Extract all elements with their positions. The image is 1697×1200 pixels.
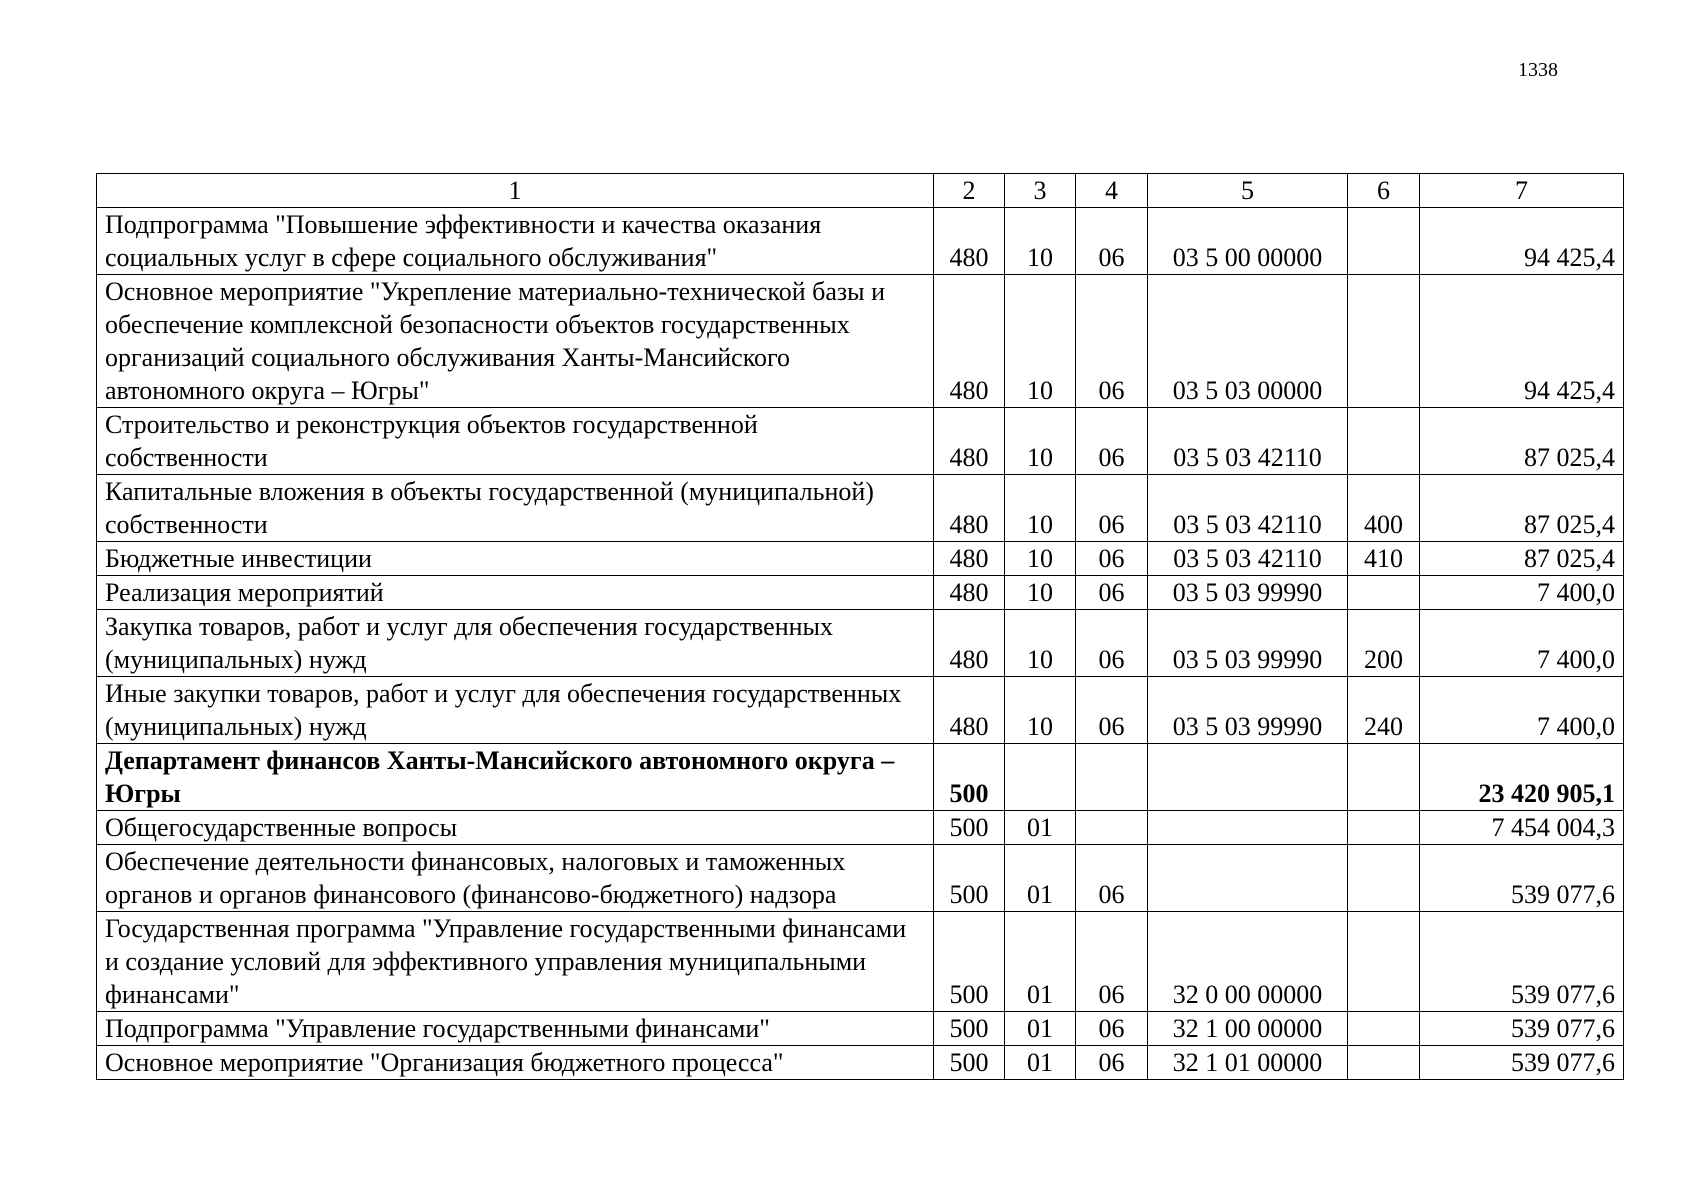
row-code-2-cell: 480	[934, 475, 1005, 542]
row-code-2-cell: 480	[934, 208, 1005, 275]
row-code-4-cell: 06	[1076, 845, 1148, 912]
row-code-5-cell: 03 5 00 00000	[1148, 208, 1348, 275]
row-amount-cell: 94 425,4	[1420, 275, 1624, 408]
header-col-3: 3	[1005, 174, 1076, 208]
row-code-3-cell: 10	[1005, 275, 1076, 408]
table-row	[97, 475, 1624, 542]
row-name-cell: Реализация мероприятий	[97, 576, 934, 610]
row-code-5-cell: 03 5 03 99990	[1148, 677, 1348, 744]
row-name-cell: Строительство и реконструкция объектов государственной собственности	[97, 408, 934, 475]
row-code-4-cell: 06	[1076, 542, 1148, 576]
table-row	[97, 811, 1624, 845]
row-amount-cell: 539 077,6	[1420, 845, 1624, 912]
row-code-3-cell: 10	[1005, 542, 1076, 576]
row-code-2-cell: 500	[934, 744, 1005, 811]
row-code-3-cell: 10	[1005, 610, 1076, 677]
row-code-2-cell: 480	[934, 610, 1005, 677]
row-code-3-cell: 10	[1005, 576, 1076, 610]
row-name-cell: Общегосударственные вопросы	[97, 811, 934, 845]
row-code-3-cell: 10	[1005, 208, 1076, 275]
row-amount-cell: 87 025,4	[1420, 408, 1624, 475]
header-col-1: 1	[97, 174, 934, 208]
row-code-5-cell: 03 5 03 99990	[1148, 610, 1348, 677]
table-row	[97, 208, 1624, 275]
row-code-2-cell: 480	[934, 408, 1005, 475]
row-code-4-cell: 06	[1076, 912, 1148, 1012]
row-code-6-cell: 200	[1348, 610, 1420, 677]
header-col-7: 7	[1420, 174, 1624, 208]
row-amount-cell: 7 400,0	[1420, 576, 1624, 610]
row-code-5-cell	[1148, 811, 1348, 845]
row-amount-cell: 539 077,6	[1420, 1012, 1624, 1046]
row-name-cell: Основное мероприятие "Организация бюджетного процесса"	[97, 1046, 934, 1080]
row-code-4-cell: 06	[1076, 275, 1148, 408]
row-code-3-cell: 10	[1005, 408, 1076, 475]
row-code-6-cell	[1348, 912, 1420, 1012]
row-code-5-cell: 32 1 01 00000	[1148, 1046, 1348, 1080]
row-code-6-cell	[1348, 811, 1420, 845]
row-amount-cell: 23 420 905,1	[1420, 744, 1624, 811]
row-code-5-cell: 03 5 03 00000	[1148, 275, 1348, 408]
row-amount-cell: 539 077,6	[1420, 912, 1624, 1012]
table-row	[97, 845, 1624, 912]
row-code-4-cell: 06	[1076, 208, 1148, 275]
row-name-cell: Закупка товаров, работ и услуг для обеспечения государственных (муниципальных) нужд	[97, 610, 934, 677]
row-code-4-cell: 06	[1076, 1012, 1148, 1046]
row-code-6-cell: 410	[1348, 542, 1420, 576]
row-code-4-cell: 06	[1076, 677, 1148, 744]
row-code-3-cell: 01	[1005, 1046, 1076, 1080]
row-code-6-cell	[1348, 1046, 1420, 1080]
row-code-3-cell: 01	[1005, 1012, 1076, 1046]
row-code-3-cell: 01	[1005, 912, 1076, 1012]
row-name-cell: Основное мероприятие "Укрепление материально-технической базы и обеспечение комплексной безопасности объектов государственных организаций социального обслуживания Ханты-Мансийского автономного округа – Югры"	[97, 275, 934, 408]
row-code-4-cell: 06	[1076, 475, 1148, 542]
row-code-6-cell	[1348, 408, 1420, 475]
row-amount-cell: 87 025,4	[1420, 542, 1624, 576]
row-code-6-cell	[1348, 208, 1420, 275]
row-code-2-cell: 480	[934, 275, 1005, 408]
table-row	[97, 408, 1624, 475]
row-code-4-cell: 06	[1076, 610, 1148, 677]
table-row	[97, 275, 1624, 408]
page-number: 1338	[1518, 59, 1558, 81]
row-code-3-cell: 01	[1005, 811, 1076, 845]
table-body	[97, 208, 1624, 1080]
budget-table	[96, 173, 1624, 1080]
row-code-5-cell	[1148, 845, 1348, 912]
row-code-6-cell	[1348, 1012, 1420, 1046]
row-code-2-cell: 500	[934, 811, 1005, 845]
row-name-cell: Подпрограмма "Повышение эффективности и качества оказания социальных услуг в сфере социального обслуживания"	[97, 208, 934, 275]
row-amount-cell: 539 077,6	[1420, 1046, 1624, 1080]
row-code-5-cell: 32 1 00 00000	[1148, 1012, 1348, 1046]
row-code-4-cell: 06	[1076, 576, 1148, 610]
row-name-cell: Департамент финансов Ханты-Мансийского автономного округа – Югры	[97, 744, 934, 811]
row-code-2-cell: 500	[934, 912, 1005, 1012]
table-row	[97, 912, 1624, 1012]
row-code-4-cell	[1076, 744, 1148, 811]
row-code-5-cell: 03 5 03 42110	[1148, 408, 1348, 475]
row-code-6-cell: 400	[1348, 475, 1420, 542]
row-code-3-cell: 01	[1005, 845, 1076, 912]
row-code-5-cell	[1148, 744, 1348, 811]
row-code-2-cell: 500	[934, 845, 1005, 912]
row-code-6-cell	[1348, 845, 1420, 912]
table-row	[97, 677, 1624, 744]
row-code-2-cell: 500	[934, 1046, 1005, 1080]
row-amount-cell: 7 454 004,3	[1420, 811, 1624, 845]
row-amount-cell: 94 425,4	[1420, 208, 1624, 275]
header-col-4: 4	[1076, 174, 1148, 208]
row-code-4-cell: 06	[1076, 408, 1148, 475]
row-name-cell: Обеспечение деятельности финансовых, налоговых и таможенных органов и органов финансового (финансово-бюджетного) надзора	[97, 845, 934, 912]
header-col-6: 6	[1348, 174, 1420, 208]
row-code-4-cell	[1076, 811, 1148, 845]
row-code-3-cell: 10	[1005, 677, 1076, 744]
row-code-5-cell: 03 5 03 99990	[1148, 576, 1348, 610]
header-col-2: 2	[934, 174, 1005, 208]
table-row	[97, 576, 1624, 610]
row-name-cell: Государственная программа "Управление государственными финансами и создание условий для эффективного управления муниципальными финансами"	[97, 912, 934, 1012]
row-code-5-cell: 03 5 03 42110	[1148, 475, 1348, 542]
row-amount-cell: 7 400,0	[1420, 610, 1624, 677]
row-amount-cell: 7 400,0	[1420, 677, 1624, 744]
row-amount-cell: 87 025,4	[1420, 475, 1624, 542]
row-code-2-cell: 500	[934, 1012, 1005, 1046]
row-code-2-cell: 480	[934, 576, 1005, 610]
header-row	[97, 174, 1624, 208]
row-code-5-cell: 32 0 00 00000	[1148, 912, 1348, 1012]
row-code-4-cell: 06	[1076, 1046, 1148, 1080]
table-row	[97, 1012, 1624, 1046]
row-name-cell: Бюджетные инвестиции	[97, 542, 934, 576]
row-code-6-cell: 240	[1348, 677, 1420, 744]
row-code-6-cell	[1348, 576, 1420, 610]
row-code-3-cell: 10	[1005, 475, 1076, 542]
header-col-5: 5	[1148, 174, 1348, 208]
row-name-cell: Подпрограмма "Управление государственными финансами"	[97, 1012, 934, 1046]
row-code-6-cell	[1348, 275, 1420, 408]
table-row	[97, 610, 1624, 677]
row-code-2-cell: 480	[934, 542, 1005, 576]
row-name-cell: Капитальные вложения в объекты государственной (муниципальной) собственности	[97, 475, 934, 542]
table-row	[97, 744, 1624, 811]
row-code-2-cell: 480	[934, 677, 1005, 744]
row-name-cell: Иные закупки товаров, работ и услуг для обеспечения государственных (муниципальных) нужд	[97, 677, 934, 744]
table-row	[97, 542, 1624, 576]
row-code-3-cell	[1005, 744, 1076, 811]
row-code-6-cell	[1348, 744, 1420, 811]
table-row	[97, 1046, 1624, 1080]
row-code-5-cell: 03 5 03 42110	[1148, 542, 1348, 576]
